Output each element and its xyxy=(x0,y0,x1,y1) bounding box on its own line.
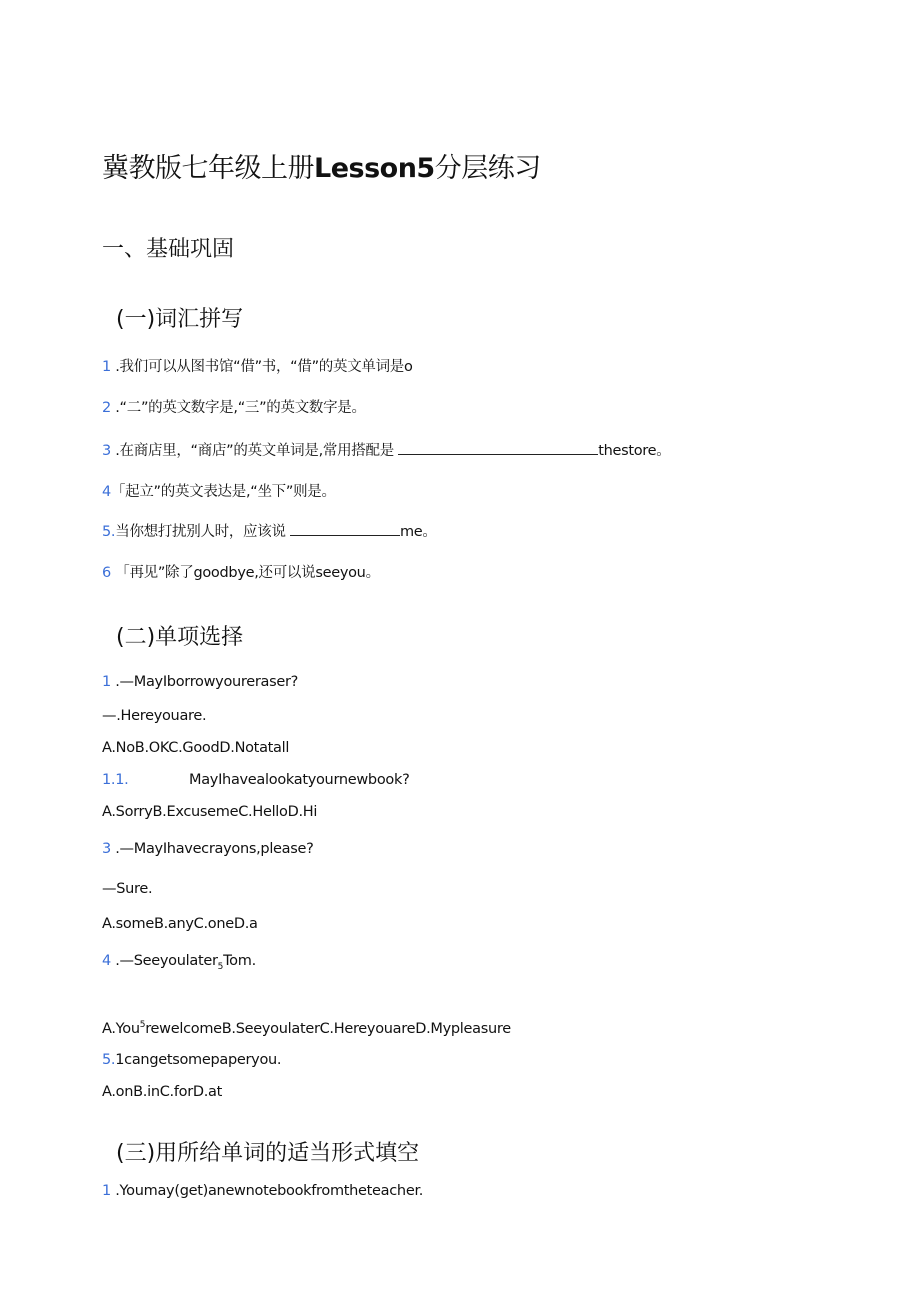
question-text: .—MayIhavecrayons,please? xyxy=(110,841,314,857)
mc-options-1: A.NoB.OKC.GoodD.Notatall xyxy=(102,740,290,756)
answer-blank[interactable] xyxy=(290,521,400,536)
item-text: .在商店里，“商店”的英文单词是,常用搭配是 xyxy=(110,443,394,459)
question-subscript: 5 xyxy=(217,961,224,972)
mc-question-3 xyxy=(102,841,314,857)
item-number: 6 xyxy=(102,565,111,581)
item-number: 1 xyxy=(102,359,111,375)
item-number: 5. xyxy=(102,524,116,540)
question-text-end: Tom. xyxy=(223,953,256,969)
mc-question-1 xyxy=(102,674,298,690)
part-heading-vocabulary: (一)词汇拼写 xyxy=(116,307,244,332)
item-text: .我们可以从图书馆“借”书，“借”的英文单词是o xyxy=(110,359,413,375)
vocab-item-6 xyxy=(102,561,380,582)
mc-options-5: A.onB.inC.forD.at xyxy=(102,1084,223,1100)
fill-question-1 xyxy=(102,1183,423,1199)
mc-answer-1: —.Hereyouare. xyxy=(102,708,207,724)
option-superscript: 5 xyxy=(139,1020,146,1030)
question-text: MayIhavealookatyournewbook? xyxy=(189,772,410,788)
vocab-item-1 xyxy=(102,355,413,376)
mc-options-4 xyxy=(102,1020,511,1037)
options-rest: rewelcomeB.SeeyoulaterC.HereyouareD.Mypleasure xyxy=(145,1020,511,1037)
mc-options-3: A.someB.anyC.oneD.a xyxy=(102,916,258,932)
page-title xyxy=(102,146,541,185)
title-rest: 分层练习 xyxy=(434,153,541,184)
item-text: 「再见”除了goodbye,还可以说seeyou。 xyxy=(115,565,380,581)
item-number: 1 xyxy=(102,1183,111,1199)
item-number: 3 xyxy=(102,841,111,857)
item-number: 4 xyxy=(102,484,111,500)
vocab-item-5 xyxy=(102,520,437,541)
question-text: 1cangetsomepaperyou. xyxy=(115,1052,282,1068)
mc-question-2 xyxy=(102,772,409,788)
mc-options-2: A.SorryB.ExcusemeC.HelloD.Hi xyxy=(102,804,318,820)
item-text: 当你想打扰别人时，应该说 xyxy=(115,524,286,540)
item-number: 3 xyxy=(102,443,111,459)
vocab-item-2 xyxy=(102,396,366,417)
item-text-after: thestore。 xyxy=(598,443,671,459)
item-number: 1.1. xyxy=(102,772,129,788)
mc-answer-3: —Sure. xyxy=(102,881,153,897)
question-text: .—MayIborrowyoureraser? xyxy=(110,674,299,690)
item-text-after: me。 xyxy=(399,524,437,540)
question-text: .Youmay(get)anewnotebookfromtheteacher. xyxy=(110,1183,424,1199)
item-number: 2 xyxy=(102,400,111,416)
vocab-item-4 xyxy=(102,480,336,501)
answer-blank[interactable] xyxy=(398,440,598,455)
vocab-item-3 xyxy=(102,439,670,460)
question-text: .—Seeyoulater xyxy=(110,953,218,969)
item-text: 「起立”的英文表达是,“坐下”则是。 xyxy=(110,484,336,500)
item-text: .“二”的英文数字是,“三”的英文数字是。 xyxy=(110,400,366,416)
section-heading-basics: 一、基础巩固 xyxy=(102,237,235,262)
part-heading-multiple-choice: (二)单项选择 xyxy=(116,625,244,650)
mc-question-4 xyxy=(102,953,256,972)
item-number: 5. xyxy=(102,1052,116,1068)
title-main: 冀教版七年级上册 xyxy=(102,153,314,184)
mc-question-5 xyxy=(102,1052,281,1068)
title-lesson: Lesson5 xyxy=(314,153,435,184)
part-heading-word-forms: (三)用所给单词的适当形式填空 xyxy=(116,1141,420,1166)
item-number: 1 xyxy=(102,674,111,690)
option-a: A.You xyxy=(102,1020,140,1037)
item-number: 4 xyxy=(102,953,111,969)
